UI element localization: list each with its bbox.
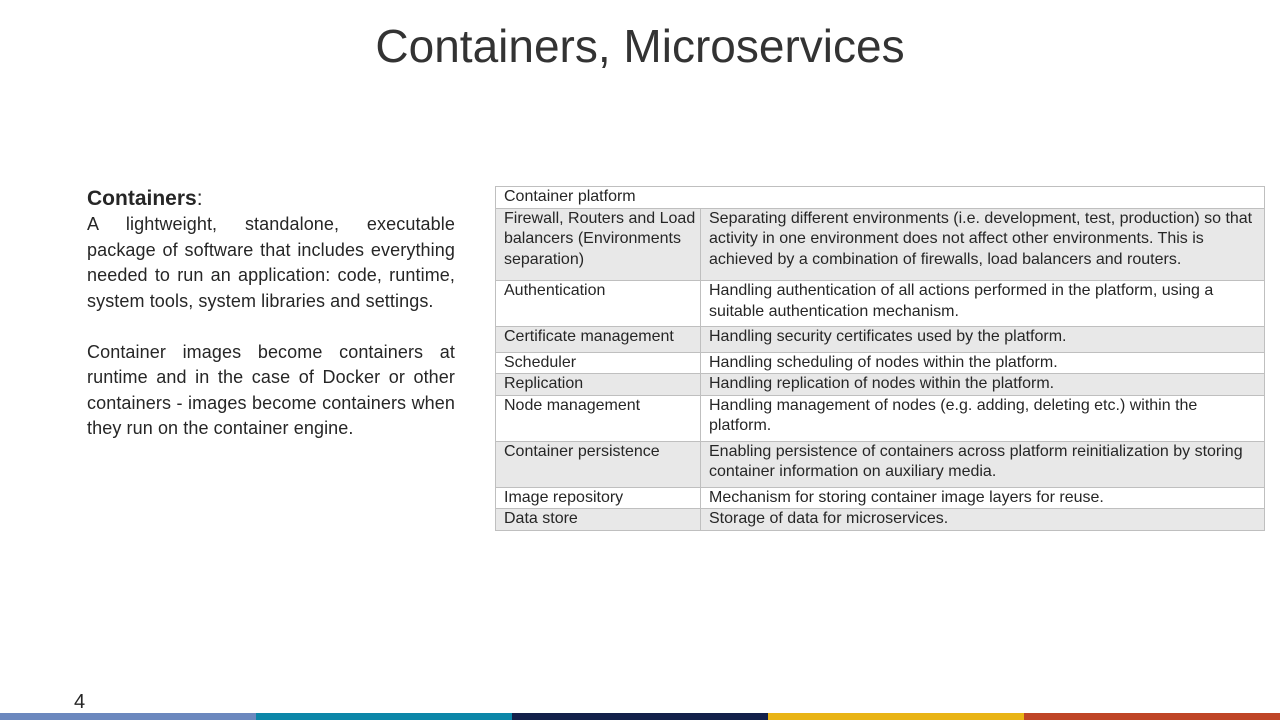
table-row	[496, 509, 1265, 531]
description-cell: Handling authentication of all actions performed in the platform, using a suitable authentication mechanism.	[701, 281, 1265, 327]
footer-stripe	[768, 713, 1024, 720]
table-row	[496, 352, 1265, 374]
footer-stripe	[512, 713, 768, 720]
footer-stripe	[256, 713, 512, 720]
containers-definition-paragraph: A lightweight, standalone, executable package of software that includes everything needed to run an application: code, runtime, system tools, system libraries and settings.	[87, 214, 455, 311]
description-cell: Handling management of nodes (e.g. adding, deleting etc.) within the platform.	[701, 395, 1265, 441]
footer-color-bar	[0, 713, 1280, 720]
table-row	[496, 374, 1265, 396]
table-row	[496, 208, 1265, 281]
description-cell: Mechanism for storing container image layers for reuse.	[701, 487, 1265, 509]
slide-title: Containers, Microservices	[375, 20, 905, 72]
footer-stripe	[0, 713, 256, 720]
containers-heading-suffix: :	[196, 187, 203, 210]
container-images-paragraph: Container images become containers at runtime and in the case of Docker or other containers - images become containers when they run on the container engine.	[87, 341, 455, 438]
table-row	[496, 395, 1265, 441]
description-cell: Storage of data for microservices.	[701, 509, 1265, 531]
component-cell: Scheduler	[496, 352, 701, 374]
component-cell: Container persistence	[496, 441, 701, 487]
description-cell: Handling scheduling of nodes within the platform.	[701, 352, 1265, 374]
containers-heading	[87, 185, 455, 212]
description-cell: Enabling persistence of containers across platform reinitialization by storing container information on auxiliary media.	[701, 441, 1265, 487]
component-cell: Data store	[496, 509, 701, 531]
container-platform-table	[495, 186, 1265, 531]
table-row	[496, 327, 1265, 353]
table-header-row	[496, 187, 1265, 209]
table-row	[496, 487, 1265, 509]
component-cell: Certificate management	[496, 327, 701, 353]
footer-stripe	[1024, 713, 1280, 720]
table-header-cell: Container platform	[496, 187, 1265, 209]
description-cell: Separating different environments (i.e. development, test, production) so that activity in one environment does not affect other environments. This is achieved by a combination of firewalls, load balancers and routers.	[701, 208, 1265, 281]
component-cell: Replication	[496, 374, 701, 396]
component-cell: Node management	[496, 395, 701, 441]
description-cell: Handling security certificates used by the platform.	[701, 327, 1265, 353]
page-number: 4	[74, 691, 86, 713]
table-row	[496, 441, 1265, 487]
component-cell: Firewall, Routers and Load balancers (Environments separation)	[496, 208, 701, 281]
table-row	[496, 281, 1265, 327]
component-cell: Authentication	[496, 281, 701, 327]
containers-description	[87, 185, 455, 442]
component-cell: Image repository	[496, 487, 701, 509]
containers-heading-bold: Containers	[87, 187, 197, 210]
description-cell: Handling replication of nodes within the platform.	[701, 374, 1265, 396]
